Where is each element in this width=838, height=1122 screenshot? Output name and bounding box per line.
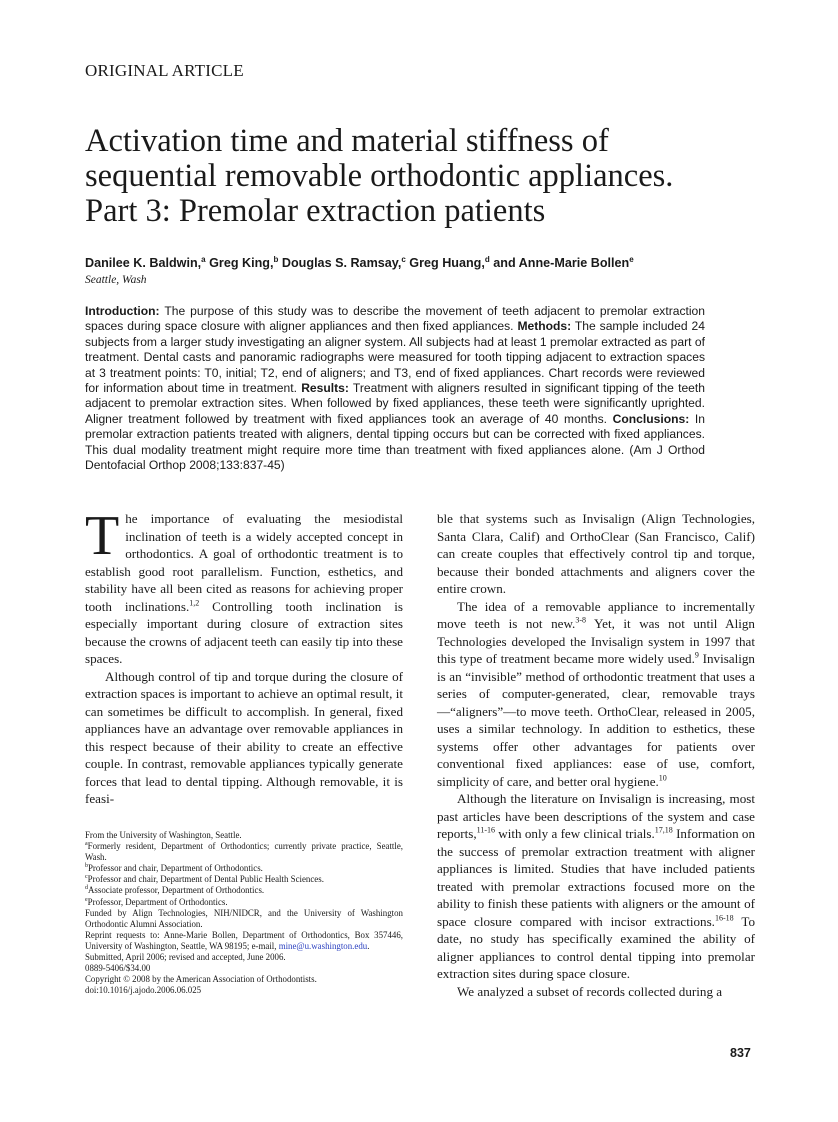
body-text: To date, no study has specifically examined the ability of aligner appliances to control dental tipping into premolar extraction sites during space closure. xyxy=(437,913,755,981)
footnote-a: $^a$Formerly resident, Department of Orthodontics; currently private practice, Seattle, Wash. xyxy=(85,841,403,863)
abstract-conclusions-text: In premolar extraction patients treated with aligners, dental tipping occurs but can be corrected with fixed appliances. This dual modality treatment might require more time than treatment with fixed appliances alone. (Am J Orthod Dentofacial Orthop 2008;133:837-45) xyxy=(85,411,705,473)
footnote-doi: doi:10.1016/j.ajodo.2006.06.025 xyxy=(85,985,202,996)
footnote-submitted: Submitted, April 2006; revised and accepted, June 2006. xyxy=(85,952,286,963)
body-text: Invisalign is an “invisible” method of orthodontic treatment that uses a series of computer-generated, clear, removable trays—“aligners”—to move teeth. OrthoClear, released in 2005, uses a similar technology. In addition to esthetics, these systems offer other advantages for patients over conventional fixed appliances: ease of use, comfort, simplicity of care, and better oral hygiene. xyxy=(437,651,755,789)
footnote-b: $^b$Professor and chair, Department of Orthodontics. xyxy=(85,863,263,874)
title-line-2: sequential removable orthodontic appliances. xyxy=(85,158,674,194)
author-affiliation-mark: e xyxy=(629,254,634,264)
article-title xyxy=(85,124,785,229)
author-name: Greg King, xyxy=(205,256,274,270)
page-number: 837 xyxy=(730,1046,751,1060)
drop-cap: T xyxy=(85,505,120,567)
body-text: he importance of evaluating the mesiodistal inclination of teeth is a widely accepted concept in orthodontics. A goal of orthodontic treatment is to establish good root parallelism. Function, esthetics, and stability have all been cited as reasons for achieving proper tooth inclinations. xyxy=(85,511,403,614)
footnotes xyxy=(85,830,403,996)
abstract-intro-label: Introduction: xyxy=(85,304,160,318)
body-paragraph: ble that systems such as Invisalign (Align Technologies, Santa Clara, Calif) and OrthoClear (San Francisco, Calif) can create couples that effectively control tip and torque, because their bonded attachments and aligners cover the entire crown. xyxy=(437,511,755,596)
citation-ref: 17,18 xyxy=(654,825,673,835)
body-text: Controlling tooth inclination is especially important during closure of extraction sites because the crowns of adjacent teeth can easily tip into these spaces. xyxy=(85,598,404,666)
author-location: Seattle, Wash xyxy=(85,274,147,286)
citation-ref: 9 xyxy=(694,650,699,660)
author-affiliation-mark: b xyxy=(273,254,279,264)
author-affiliation-mark: c xyxy=(401,254,406,264)
body-column-right xyxy=(437,510,755,1000)
body-text: Information on the success of premolar extraction treatment with aligner appliances is limited. Studies that have included patients treated with premolar extractions focused more on the ability to finish these patients with aligners or the amount of space closure compared with incisor extractions. xyxy=(437,826,756,929)
body-paragraph: We analyzed a subset of records collected during a xyxy=(457,983,723,999)
footnote-issn: 0889-5406/$34.00 xyxy=(85,963,151,974)
title-line-1: Activation time and material stiffness of xyxy=(85,123,609,159)
author-affiliation-mark: d xyxy=(484,254,490,264)
author-list xyxy=(85,256,634,270)
body-column-left xyxy=(85,505,404,808)
author-name: Danilee K. Baldwin, xyxy=(85,256,202,270)
abstract-results-text: Treatment with aligners resulted in significant tipping of the teeth adjacent to premolar extraction sites. When followed by fixed appliances, these teeth were significantly uprighted. Aligner treatment followed by treatment with fixed appliances took an average of 40 months. xyxy=(85,381,705,426)
body-paragraph xyxy=(437,598,755,791)
citation-ref: 1,2 xyxy=(189,598,200,608)
footnote-copyright: Copyright © 2008 by the American Association of Orthodontists. xyxy=(85,974,317,985)
abstract-conclusions-label: Conclusions: xyxy=(612,411,690,426)
footnote-affiliation: From the University of Washington, Seattle. xyxy=(85,830,242,840)
title-line-3: Part 3: Premolar extraction patients xyxy=(85,193,546,229)
footnote-c: $^c$Professor and chair, Department of Dental Public Health Sciences. xyxy=(85,874,324,885)
abstract-methods-label: Methods: xyxy=(517,319,572,334)
author-name: Douglas S. Ramsay, xyxy=(278,256,402,270)
author-affiliation-mark: a xyxy=(201,254,206,264)
footnote-e: $^e$Professor, Department of Orthodontics. xyxy=(85,896,228,907)
abstract-intro-text: The purpose of this study was to describe the movement of teeth adjacent to premolar extraction spaces during space closure with aligner appliances and then fixed appliances. xyxy=(85,304,705,334)
citation-ref: 3-8 xyxy=(575,615,586,625)
body-text: Yet, it was not until Align Technologies developed the Invisalign system in 1997 that this type of treatment became more widely used. xyxy=(437,616,755,666)
body-paragraph xyxy=(85,505,404,668)
citation-ref: 11-16 xyxy=(476,825,496,835)
citation-ref: 16-18 xyxy=(714,913,734,923)
email-link[interactable]: mine@u.washington.edu xyxy=(278,940,368,951)
body-text: Although the literature on Invisalign is increasing, most past articles have been descriptions of the system and case reports, xyxy=(437,791,755,841)
body-text: The idea of a removable appliance to incrementally move teeth is not new. xyxy=(437,598,755,631)
abstract-results-label: Results: xyxy=(301,381,349,396)
body-paragraph: Although control of tip and torque during the closure of extraction spaces is important to achieve an optimal result, it can sometimes be difficult to accomplish. In general, fixed appliances have an advantage over removable appliances in this respect because of their ability to create an effective couple. In contrast, removable appliances typically generate forces that lead to dental tipping. Although removable, it is feasi- xyxy=(85,668,403,806)
author-name: Greg Huang, xyxy=(405,256,485,270)
footnote-funding: Funded by Align Technologies, NIH/NIDCR, and the University of Washington Orthodontic Alumni Association. xyxy=(85,907,403,929)
citation-ref: 10 xyxy=(658,773,667,783)
abstract xyxy=(85,304,705,473)
abstract-methods-text: The sample included 24 subjects from a larger study investigating an aligner system. All subjects had at least 1 premolar extracted as part of treatment. Dental casts and panoramic radiographs were measured for tooth tipping adjacent to extraction spaces at 3 treatment points: T0, initial; T2, end of aligners; and T3, end of fixed appliances. Chart records were reviewed for information about time in treatment. xyxy=(85,319,705,396)
section-label: ORIGINAL ARTICLE xyxy=(85,61,244,80)
body-text: with only a few clinical trials. xyxy=(495,826,655,841)
author-name: and Anne-Marie Bollen xyxy=(489,256,630,270)
body-paragraph xyxy=(437,790,755,983)
footnote-d: $^d$Associate professor, Department of Orthodontics. xyxy=(85,885,265,896)
footnote-reprint: Reprint requests to: Anne-Marie Bollen, Department of Orthodontics, Box 357446, University of Washington, Seattle, WA 98195; e-mail, mine@u.washington.edu. xyxy=(85,929,403,951)
